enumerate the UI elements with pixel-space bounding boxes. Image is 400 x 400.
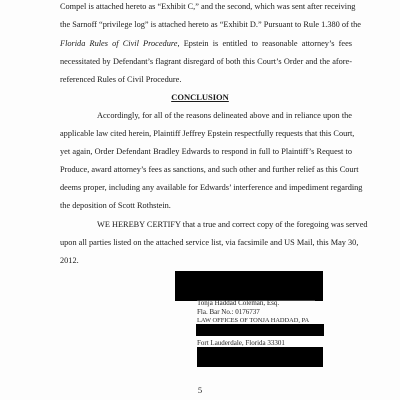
- redaction-box: [175, 271, 323, 301]
- signature-city: Fort Lauderdale, Florida 33301: [197, 339, 285, 347]
- conclusion-line-2: applicable law cited herein, Plaintiff Jeffrey Epstein respectfully requests that this Court,: [60, 129, 355, 138]
- signature-bar-number: Fla. Bar No.: 0176737: [197, 308, 260, 316]
- conclusion-line-6: the deposition of Scott Rothstein.: [60, 201, 171, 210]
- page-number: 5: [197, 385, 203, 395]
- conclusion-line-4: Produce, award attorney’s fees as sanctions, and such other and further relief as this Court: [60, 165, 359, 174]
- conclusion-line-1: Accordingly, for all of the reasons delineated above and in reliance upon the: [97, 111, 352, 120]
- redaction-box: [196, 324, 324, 336]
- conclusion-line-5: deems proper, including any available for Edwards’ interference and impediment regarding: [60, 183, 363, 192]
- body-line-2: the Sarnoff “privilege log” is attached hereto as “Exhibit D.” Pursuant to Rule 1.380 of the: [60, 20, 361, 29]
- body-line-4: necessitated by Defendant’s flagrant disregard of both this Court’s Order and the afore-: [60, 57, 352, 66]
- signature-firm: LAW OFFICES OF TONJA HADDAD, PA: [197, 317, 310, 324]
- certify-line-2: upon all parties listed on the attached service list, via facsimile and US Mail, this May 30,: [60, 238, 359, 247]
- body-line-5: referenced Rules of Civil Procedure.: [60, 75, 182, 84]
- signature-name: Tonja Haddad Coleman, Esq.: [197, 299, 280, 307]
- conclusion-heading: CONCLUSION: [171, 92, 229, 102]
- conclusion-line-3: yet again, Order Defendant Bradley Edwards to respond in full to Plaintiff’s Request to: [60, 147, 352, 156]
- certify-line-1: WE HEREBY CERTIFY that a true and correct copy of the foregoing was served: [97, 220, 368, 229]
- certify-line-3: 2012.: [60, 256, 79, 265]
- redaction-box: [197, 347, 323, 367]
- body-line-3: Florida Rules of Civil Procedure, Epstein is entitled to reasonable attorney’s fees: [60, 39, 352, 48]
- body-line-1: Compel is attached hereto as “Exhibit C,” and the second, which was sent after receiving: [60, 2, 356, 11]
